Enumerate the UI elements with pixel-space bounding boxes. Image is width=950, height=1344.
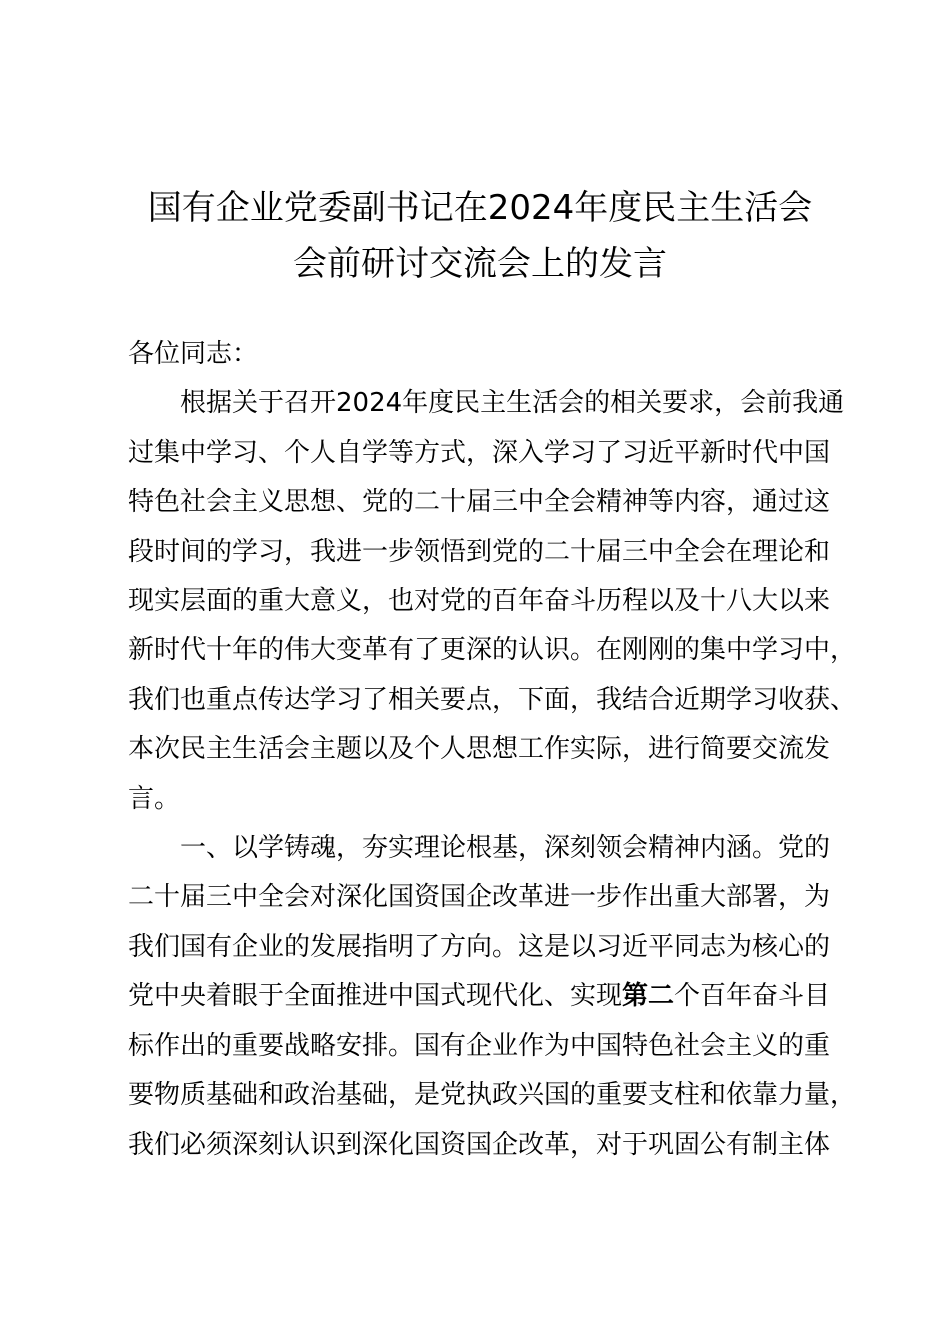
section-1 <box>128 824 857 1170</box>
section-1-heading: 一、以学铸魂，夯实理论根基，深刻领会精神内涵。 <box>180 833 779 864</box>
document-title <box>128 180 832 292</box>
paragraph-line: 根据关于召开2024年度民主生活会的相关要求，会前我通 <box>180 388 845 419</box>
paragraph-line: 要物质基础和政治基础，是党执政兴国的重要支柱和依靠力量， <box>128 1080 857 1111</box>
paragraph-line: 过集中学习、个人自学等方式，深入学习了习近平新时代中国 <box>128 437 831 468</box>
paragraph-line: 我们必须深刻认识到深化国资国企改革，对于巩固公有制主体 <box>128 1129 831 1160</box>
paragraph-line: 言。 <box>128 783 181 814</box>
section-1-text: 个百年奋斗目 <box>674 981 831 1012</box>
section-1-first-line <box>128 824 838 873</box>
paragraph-line: 新时代十年的伟大变革有了更深的认识。在刚刚的集中学习中， <box>128 635 857 666</box>
paragraph-line: 本次民主生活会主题以及个人思想工作实际，进行简要交流发 <box>128 734 831 765</box>
paragraph-line: 特色社会主义思想、党的二十届三中全会精神等内容，通过这 <box>128 487 831 518</box>
bold-text: 第二 <box>622 981 675 1012</box>
document-body <box>128 330 857 1170</box>
greeting: 各位同志： <box>128 339 259 369</box>
paragraph-line: 现实层面的重大意义，也对党的百年奋斗历程以及十八大以来 <box>128 586 831 617</box>
paragraph-line: 我们国有企业的发展指明了方向。这是以习近平同志为核心的 <box>128 931 831 962</box>
paragraph-1 <box>128 379 857 824</box>
paragraph-line: 段时间的学习，我进一步领悟到党的二十届三中全会在理论和 <box>128 536 831 567</box>
paragraph-line: 二十届三中全会对深化国资国企改革进一步作出重大部署，为 <box>128 882 831 913</box>
paragraph-line: 标作出的重要战略安排。国有企业作为中国特色社会主义的重 <box>128 1030 831 1061</box>
paragraph-line <box>128 972 838 1021</box>
section-1-text: 党中央着眼于全面推进中国式现代化、实现 <box>128 981 623 1012</box>
paragraph-line: 我们也重点传达学习了相关要点，下面，我结合近期学习收获、 <box>128 684 857 715</box>
section-1-text: 党的 <box>778 833 831 864</box>
title-line-2: 会前研讨交流会上的发言 <box>293 244 667 284</box>
title-line-1: 国有企业党委副书记在2024年度民主生活会 <box>147 188 813 228</box>
